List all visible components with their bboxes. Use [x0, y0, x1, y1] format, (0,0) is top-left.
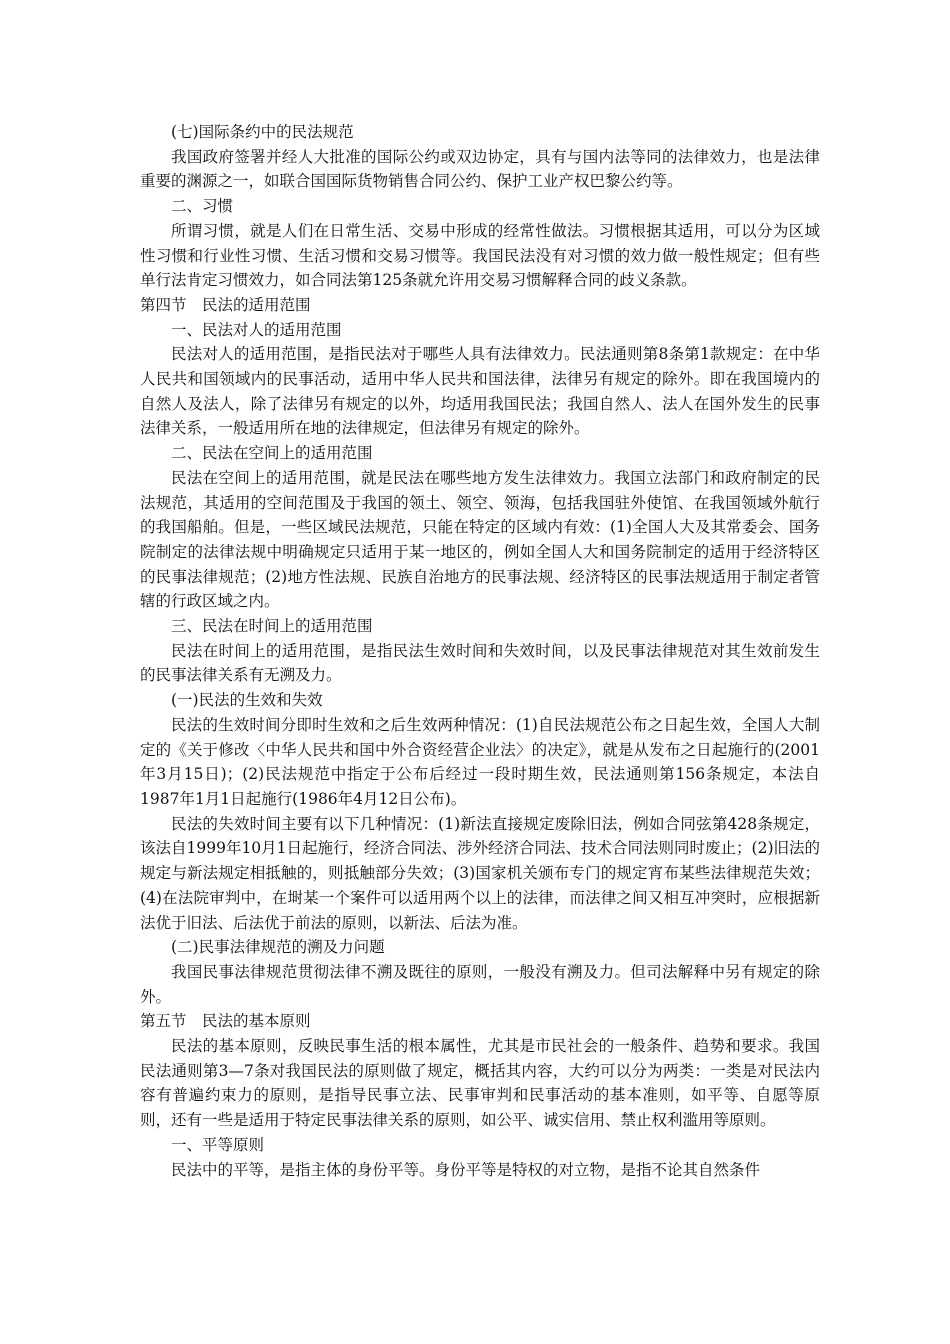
section-heading: 第四节 民法的适用范围: [140, 295, 311, 314]
paragraph: 民法的生效时间分即时生效和之后生效两种情况：(1)自民法规范公布之日起生效，全国人大制定的《关于修改〈中华人民共和国中外合资经营企业法〉的决定》，就是从发布之日起施行的(2001年3月15日)；(2)民法规范中指定于公布后经过一段时期生效，民法通则第156条规定，本法自1987年1月1日起施行(1986年4月12日公布)。: [140, 715, 820, 808]
subheading: (一)民法的生效和失效: [171, 691, 323, 710]
paragraph: 我国政府签署并经人大批准的国际公约或双边协定，具有与国内法等同的法律效力，也是法律重要的渊源之一，如联合国国际货物销售合同公约、保护工业产权巴黎公约等。: [140, 147, 820, 191]
subheading: (七)国际条约中的民法规范: [171, 123, 354, 141]
subheading: 三、民法在时间上的适用范围: [171, 617, 373, 636]
document-page: [140, 120, 820, 1182]
subheading: 二、民法在空间上的适用范围: [171, 444, 373, 463]
paragraph: 民法中的平等，是指主体的身份平等。身份平等是特权的对立物，是指不论其自然条件: [171, 1160, 761, 1179]
subheading: 一、平等原则: [171, 1135, 265, 1154]
paragraph: 民法在空间上的适用范围，就是民法在哪些地方发生法律效力。我国立法部门和政府制定的民法规范，其适用的空间范围及于我国的领土、领空、领海，包括我国驻外使馆、在我国领域外航行的我国船舶。但是，一些区域民法规范，只能在特定的区域内有效：(1)全国人大及其常委会、国务院制定的法律法规中明确规定只适用于某一地区的，例如全国人大和国务院制定的适用于经济特区的民事法律规范；(2)地方性法规、民族自治地方的民事法规、经济特区的民事法规适用于制定者管辖的行政区域之内。: [140, 468, 820, 611]
subheading: (二)民事法律规范的溯及力问题: [171, 938, 385, 957]
subheading: 二、习惯: [171, 197, 234, 216]
paragraph: 民法对人的适用范围，是指民法对于哪些人具有法律效力。民法通则第8条第1款规定：在中华人民共和国领域内的民事活动，适用中华人民共和国法律，法律另有规定的除外。即在我国境内的自然人及法人，除了法律另有规定的以外，均适用我国民法；我国自然人、法人在国外发生的民事法律关系，一般适用所在地的法律规定，但法律另有规定的除外。: [140, 345, 820, 438]
paragraph: 民法的失效时间主要有以下几种情况：(1)新法直接规定废除旧法，例如合同弦第428条规定，该法自1999年10月1日起施行，经济合同法、涉外经济合同法、技术合同法则同时废止；(2)旧法的规定与新法规定相抵触的，则抵触部分失效；(3)国家机关颁布专门的规定宵布某些法律规范失效；(4)在法院审判中，在埘某一个案件可以适用两个以上的法律，而法律之间又相互冲突时，应根据新法优于旧法、后法优于前法的原则，以新法、后法为准。: [140, 814, 820, 932]
subheading: 一、民法对人的适用范围: [171, 320, 342, 339]
paragraph: 我国民事法律规范贯彻法律不溯及既往的原则，一般没有溯及力。但司法解释中另有规定的除外。: [140, 962, 820, 1006]
paragraph: 民法的基本原则，反映民事生活的根本属性，尤其是市民社会的一般条件、趋势和要求。我国民法通则第3—7条对我国民法的原则做了规定，概括其内容，大约可以分为两类：一类是对民法内容有普遍约束力的原则，是指导民事立法、民事审判和民事活动的基本准则，如平等、自愿等原则，还有一些是适用于特定民事法律关系的原则，如公平、诚实信用、禁止权利滥用等原则。: [140, 1037, 820, 1130]
section-heading: 第五节 民法的基本原则: [140, 1012, 311, 1031]
paragraph: 所谓习惯，就是人们在日常生活、交易中形成的经常性做法。习惯根据其适用，可以分为区域性习惯和行业性习惯、生活习惯和交易习惯等。我国民法没有对习惯的效力做一般性规定；但有些单行法肯定习惯效力，如合同法第125条就允许用交易习惯解释合同的歧义条款。: [140, 221, 820, 290]
paragraph: 民法在时间上的适用范围，是指民法生效时间和失效时间，以及民事法律规范对其生效前发生的民事法律关系有无溯及力。: [140, 641, 820, 685]
